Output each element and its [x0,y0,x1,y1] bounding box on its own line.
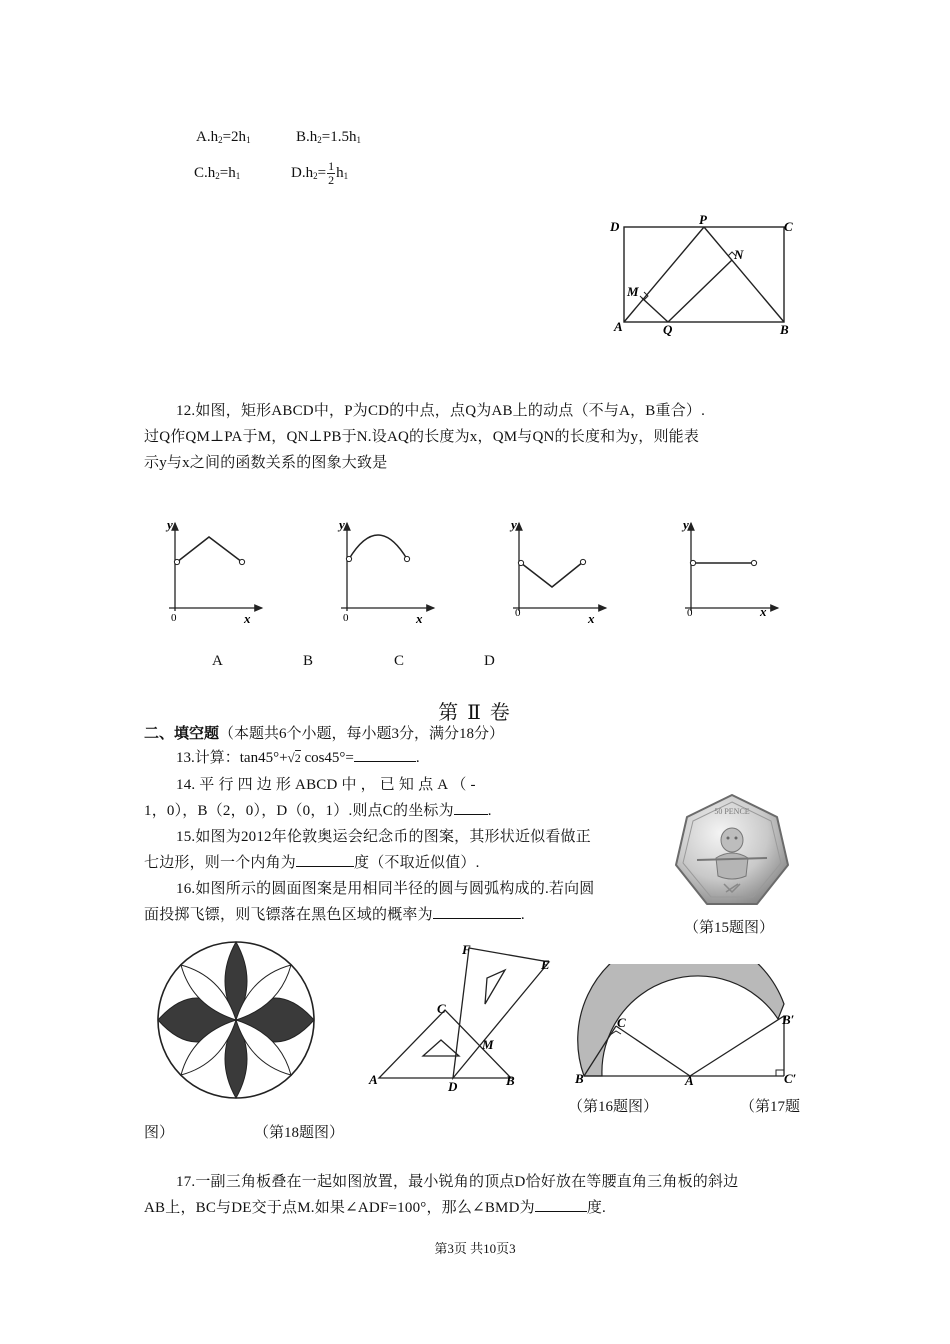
q17-line2: AB上，BC与DE交于点M.如果∠ADF=100°，那么∠BMD为 度. [144,1200,606,1216]
sqrt-symbol: √2 [287,750,301,765]
q15-answer-blank[interactable] [296,866,354,867]
q12-answer-graphs [155,515,795,630]
label-a: A [369,1072,378,1087]
label-c: C [437,1001,446,1016]
svg-text:0: 0 [687,607,693,619]
q16-answer-blank[interactable] [433,918,521,919]
olympic-coin-image [672,792,792,910]
circle-petal-figure [152,936,320,1104]
label-q: Q [663,322,673,337]
graph-choice-d: D [484,653,495,669]
svg-text:y: y [339,517,345,532]
fill-in-label: 二、填空题 [144,726,220,742]
graph-choice-c: C [394,653,405,669]
question-13: 13.计算：tan45°+√2 cos45°= . [176,750,420,766]
svg-text:y: y [511,517,517,532]
q12-line3: 示y与x之间的函数关系的图象大致是 [144,455,388,471]
q11-option-b: $B.h_2=1.5h_1$ [296,129,361,145]
q16-line2: 面投掷飞镖，则飞镖落在黑色区域的概率为 . [144,907,525,923]
graph-d [681,517,778,619]
label-m: M [627,284,639,299]
svg-text:x: x [588,611,595,626]
question-17 [144,1169,814,1221]
label-c-prime: C′ [784,1071,797,1086]
label-e: E [541,957,550,972]
label-m: M [482,1037,494,1052]
q12-line2: 过Q作QM⊥PA于M，QN⊥PB于N.设AQ的长度为x，QM与QN的长度和为y，则能表 [144,429,700,445]
q12-line1: 12.如图，矩形ABCD中，P为CD的中点，点Q为AB上的动点（不与A，B重合）. [176,403,706,419]
graph-c [509,517,606,626]
label-n: N [734,247,744,262]
question-12 [144,398,809,476]
q11-option-c: $C.h_2=h_1$ [194,165,241,181]
label-c: C [784,219,793,234]
rectangle-abcd-figure [600,210,800,340]
q16-line1: 16.如图所示的圆面图案是用相同半径的圆与圆弧构成的.若向圆 [176,881,595,897]
caption-q18: （第18题图） [254,1125,345,1141]
label-a: A [685,1073,694,1088]
section-title: 第 Ⅱ 卷 [438,702,512,724]
caption-q17-wrap: 图） [144,1125,175,1141]
svg-text:0: 0 [343,612,349,624]
q13-answer-blank[interactable] [354,761,416,762]
triangle-boards-figure [365,940,560,1092]
label-b: B [780,322,789,337]
semicircle-rotation-figure [572,964,800,1092]
q17-answer-blank[interactable] [535,1211,587,1212]
label-d: D [610,219,620,234]
q11-option-a: $A.h_2=2h_1$ [196,129,251,145]
graph-choice-a: A [212,653,223,669]
q14-line2: 1，0），B（2，0），D（0，1）.则点C的坐标为 . [144,803,492,819]
svg-text:y: y [683,517,689,532]
svg-text:y: y [167,517,173,532]
label-f: F [462,942,471,957]
fill-in-description: （本题共6个小题，每小题3分，满分18分） [219,726,505,742]
graph-b [337,517,434,626]
label-b: B [575,1071,584,1086]
graph-choice-b: B [303,653,314,669]
label-b: B [506,1073,515,1088]
questions-14-16 [144,772,656,928]
q14-line1: 14. 平 行 四 边 形 ABCD 中 ， 已 知 点 A （ - [176,777,476,793]
svg-text:x: x [760,604,767,619]
q11-option-d: $D.h_2=$ $\frac{1}{2}$ $h_1$ [291,159,349,188]
q15-line1: 15.如图为2012年伦敦奥运会纪念币的图案，其形状近似看做正 [176,829,591,845]
svg-text:0: 0 [515,607,521,619]
fill-in-heading [144,723,504,745]
label-p: P [699,212,707,227]
label-b-prime: B′ [782,1012,795,1027]
label-a: A [614,319,623,334]
svg-text:x: x [244,611,251,626]
caption-q17-part: （第17题 [740,1099,801,1115]
fraction-one-half: $\frac{1}{2}$ [328,159,335,188]
q15-line2: 七边形，则一个内角为 度（不取近似值）. [144,855,480,871]
label-d: D [448,1079,458,1092]
label-c: C [617,1015,626,1030]
caption-q16: （第16题图） [568,1099,659,1115]
coin-inscription: 50 PENCE [714,807,750,816]
q14-answer-blank[interactable] [454,814,488,815]
svg-text:x: x [416,611,423,626]
caption-q15: （第15题图） [684,920,775,936]
q17-line1: 17.一副三角板叠在一起如图放置，最小锐角的顶点D恰好放在等腰直角三角板的斜边 [176,1174,739,1190]
page-footer: 第3页 共10页3 [434,1241,516,1256]
svg-text:0: 0 [171,612,177,624]
graph-a [165,517,262,626]
